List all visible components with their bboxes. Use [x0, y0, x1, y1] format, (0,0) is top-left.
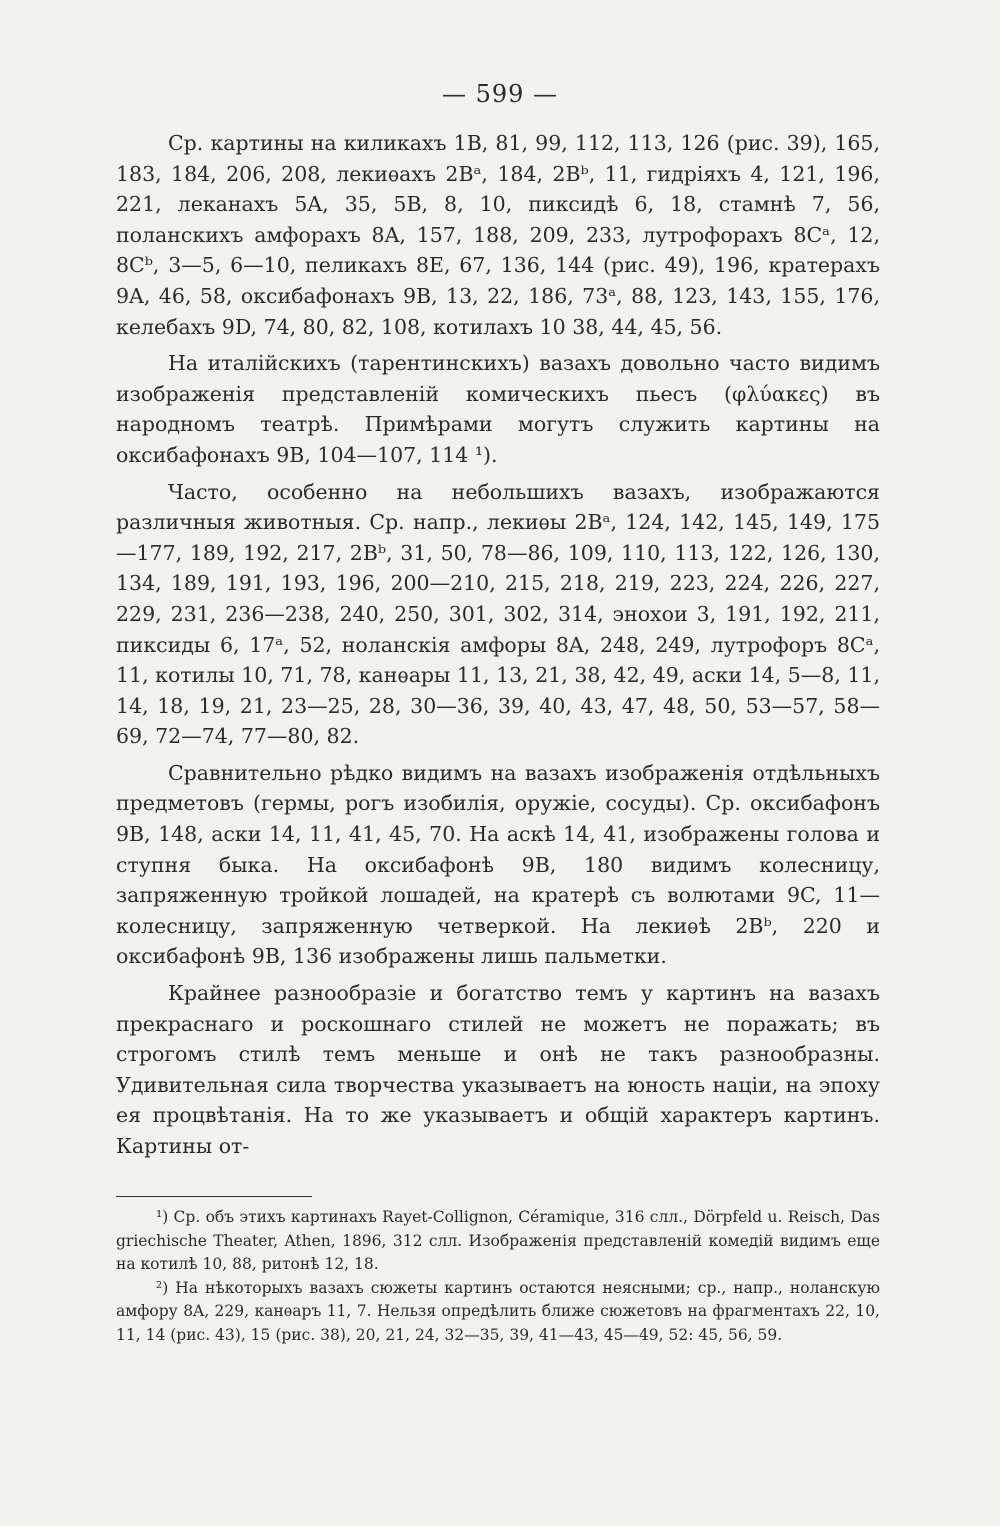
- paragraph-objects: Сравнительно рѣдко видимъ на вазахъ изображенія отдѣльныхъ предметовъ (гермы, рогъ изобилія, оружіе, сосуды). Ср. оксибафонъ 9B, 148, аски 14, 11, 41, 45, 70. На аскѣ 14, 41, изображены голова и ступня быка. На оксибафонѣ 9B, 180 видимъ колесницу, запряженную тройкой лошадей, на кратерѣ съ волютами 9C, 11—колесницу, запряженную четверкой. На лекиѳѣ 2Bᵇ, 220 и оксибафонѣ 9B, 136 изображены лишь пальметки.: [116, 760, 880, 969]
- main-text: [116, 128, 880, 1168]
- footnote-divider: [116, 1196, 312, 1197]
- footnote-2: ²) На нѣкоторыхъ вазахъ сюжеты картинъ остаются неясными; ср., напр., ноланскую амфору 8A, 229, канѳаръ 11, 7. Нельзя опредѣлить ближе сюжетовъ на фрагментахъ 22, 10, 11, 14 (рис. 43), 15 (рис. 38), 20, 21, 24, 32—35, 39, 41—43, 45—49, 52: 45, 56, 59.: [116, 1278, 880, 1344]
- paragraph-phlyakes: На италійскихъ (тарентинскихъ) вазахъ довольно часто видимъ изображенія представленій комическихъ пьесъ (φλύακες) въ народномъ театрѣ. Примѣрами могутъ служить картины на оксибафонахъ 9B, 104—107, 114 ¹).: [116, 351, 880, 467]
- paragraph-kylix-references: Ср. картины на киликахъ 1B, 81, 99, 112, 113, 126 (рис. 39), 165, 183, 184, 206, 208, лекиѳахъ 2Bᵃ, 184, 2Bᵇ, 11, гидріяхъ 4, 121, 196, 221, леканахъ 5A, 35, 5B, 8, 10, пиксидѣ 6, 18, стамнѣ 7, 56, поланскихъ амфорахъ 8A, 157, 188, 209, 233, лутрофорахъ 8Cᵃ, 12, 8Cᵇ, 3—5, 6—10, пеликахъ 8E, 67, 136, 144 (рис. 49), 196, кратерахъ 9A, 46, 58, оксибафонахъ 9B, 13, 22, 186, 73ᵃ, 88, 123, 143, 155, 176, келебахъ 9D, 74, 80, 82, 108, котилахъ 10 38, 44, 45, 56.: [116, 131, 880, 339]
- footnote-1: ¹) Ср. объ этихъ картинахъ Rayet-Collignon, Céramique, 316 слл., Dörpfeld u. Reisch, Das griechische Theater, Athen, 1896, 312 слл. Изображенія представленій комедій видимъ еще на котилѣ 10, 88, ритонѣ 12, 18.: [116, 1208, 880, 1273]
- page-number: — 599 —: [441, 80, 559, 108]
- paragraph-animals: Часто, особенно на небольшихъ вазахъ, изображаются различныя животныя. Ср. напр., лекиѳы 2Bᵃ, 124, 142, 145, 149, 175—177, 189, 192, 217, 2Bᵇ, 31, 50, 78—86, 109, 110, 113, 122, 126, 130, 134, 189, 191, 193, 196, 200—210, 215, 218, 219, 223, 224, 226, 227, 229, 231, 236—238, 240, 250, 301, 302, 314, энохои 3, 191, 192, 211, пиксиды 6, 17ᵃ, 52, ноланскія амфоры 8A, 248, 249, лутрофоръ 8Cᵃ, 11, котилы 10, 71, 78, канѳары 11, 13, 21, 38, 42, 49, аски 14, 5—8, 11, 14, 18, 19, 21, 23—25, 28, 30—36, 39, 40, 43, 47, 48, 50, 53—57, 58—69, 72—74, 77—80, 82.: [116, 479, 880, 749]
- footnotes: [116, 1206, 880, 1347]
- paragraph-diversity: Крайнее разнообразіе и богатство темъ у картинъ на вазахъ прекраснаго и роскошнаго стилей не можетъ не поражать; въ строгомъ стилѣ темъ меньше и онѣ не такъ разнообразны. Удивительная сила творчества указываетъ на юность націи, на эпоху ея процвѣтанія. На то же указываетъ и общій характеръ картинъ. Картины от-: [116, 981, 880, 1158]
